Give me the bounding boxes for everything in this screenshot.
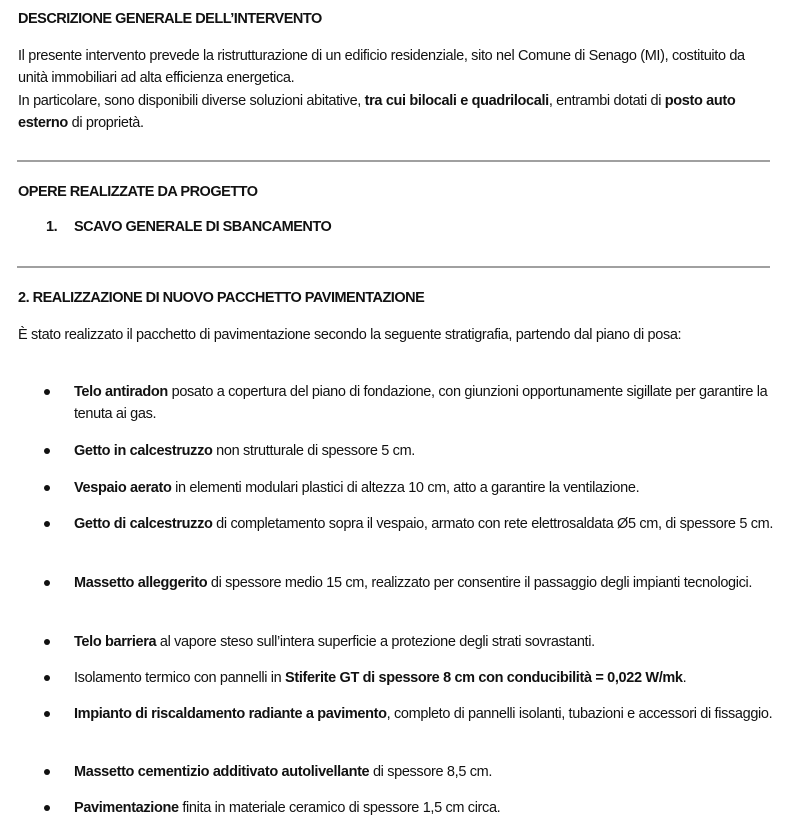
- bullet-bold: Getto in calcestruzzo: [74, 443, 213, 459]
- section-divider-1: [17, 160, 770, 162]
- para2-bold-parking: posto auto esterno: [18, 93, 736, 131]
- section-title-pavimentazione: 2. REALIZZAZIONE DI NUOVO PACCHETTO PAVIMENTAZIONE: [18, 290, 425, 306]
- bullet-text-post: di completamento sopra il vespaio, armato con rete elettrosaldata Ø5 cm, di spessore 5 cm.: [212, 516, 774, 532]
- list-item-getto-completamento: [44, 513, 774, 535]
- bullet-icon: [44, 580, 50, 586]
- section-divider-2: [17, 266, 770, 268]
- bullet-icon: [44, 711, 50, 717]
- description-paragraph-1: Il presente intervento prevede la ristrutturazione di un edificio residenziale, sito nel Comune di Senago (MI), costituito da unità immobiliari ad alta efficienza energetica.: [18, 48, 745, 86]
- bullet-text-post: di spessore 8,5 cm.: [369, 764, 493, 780]
- bullet-bold: Vespaio aerato: [74, 480, 172, 496]
- bullet-bold: Massetto alleggerito: [74, 575, 208, 591]
- bullet-text-post: non strutturale di spessore 5 cm.: [212, 443, 415, 459]
- bullet-icon: [44, 805, 50, 811]
- bullet-bold: Stiferite GT di spessore 8 cm con conducibilità = 0,022 W/mk: [285, 670, 683, 686]
- para2-text-pre: In particolare, sono disponibili diverse soluzioni abitative,: [18, 93, 365, 109]
- bullet-text-post: finita in materiale ceramico di spessore 1,5 cm circa.: [178, 800, 501, 816]
- bullet-text-post: posato a copertura del piano di fondazione, con giunzioni opportunamente sigillate per garantire la tenuta ai gas.: [74, 384, 768, 422]
- bullet-icon: [44, 448, 50, 454]
- bullet-text-post: .: [682, 670, 687, 686]
- list-item-massetto-alleggerito: [44, 572, 774, 594]
- list-item-telo-barriera: [44, 631, 774, 653]
- list-item-getto-calcestruzzo: [44, 440, 774, 462]
- bullet-text-post: di spessore medio 15 cm, realizzato per consentire il passaggio degli impianti tecnologici.: [207, 575, 753, 591]
- bullet-bold: Impianto di riscaldamento radiante a pavimento: [74, 706, 387, 722]
- numbered-item-scavo: [46, 219, 331, 235]
- list-item-telo-antiradon: [44, 381, 774, 425]
- list-item-massetto-cementizio: [44, 761, 774, 783]
- bullet-bold: Massetto cementizio additivato autolivellante: [74, 764, 370, 780]
- bullet-icon: [44, 389, 50, 395]
- bullet-text-post: in elementi modulari plastici di altezza 10 cm, atto a garantire la ventilazione.: [171, 480, 640, 496]
- bullet-icon: [44, 675, 50, 681]
- bullet-icon: [44, 485, 50, 491]
- bullet-bold: Pavimentazione: [74, 800, 179, 816]
- section-title-descrizione: DESCRIZIONE GENERALE DELL’INTERVENTO: [18, 11, 322, 27]
- bullet-bold: Telo barriera: [74, 634, 157, 650]
- bullet-text-pre: Isolamento termico con pannelli in: [74, 670, 286, 686]
- list-item-impianto-riscaldamento: [44, 703, 774, 725]
- bullet-icon: [44, 639, 50, 645]
- para2-bold-unit-types: tra cui bilocali e quadrilocali: [364, 93, 549, 109]
- list-item-pavimentazione: [44, 797, 774, 819]
- para2-text-mid: , entrambi dotati di: [548, 93, 665, 109]
- list-item-isolamento-termico: [44, 667, 774, 689]
- bullet-icon: [44, 521, 50, 527]
- bullet-text-post: , completo di pannelli isolanti, tubazioni e accessori di fissaggio.: [386, 706, 773, 722]
- section-title-opere: OPERE REALIZZATE DA PROGETTO: [18, 184, 258, 200]
- description-paragraph-2: [18, 90, 778, 134]
- pavimentazione-intro: È stato realizzato il pacchetto di pavimentazione secondo la seguente stratigrafia, partendo dal piano di posa:: [18, 327, 682, 343]
- bullet-icon: [44, 769, 50, 775]
- bullet-text-post: al vapore steso sull’intera superficie a protezione degli strati sovrastanti.: [156, 634, 595, 650]
- list-item-vespaio-aerato: [44, 477, 774, 499]
- numbered-item-number: 1.: [46, 219, 58, 235]
- para2-text-post: di proprietà.: [67, 115, 144, 131]
- bullet-bold: Telo antiradon: [74, 384, 168, 400]
- numbered-item-label: SCAVO GENERALE DI SBANCAMENTO: [74, 219, 332, 235]
- bullet-bold: Getto di calcestruzzo: [74, 516, 213, 532]
